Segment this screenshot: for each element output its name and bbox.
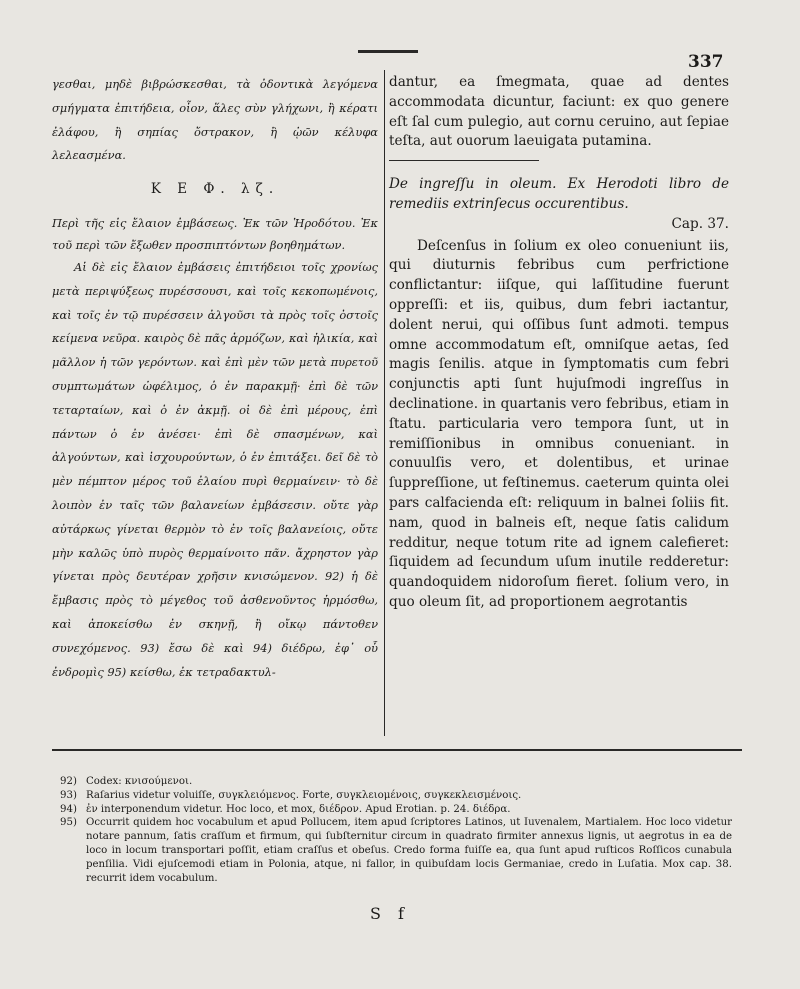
latin-chapter-label: Cap. 37.: [671, 215, 729, 232]
footnote-text: Codex: κνισούμενοι.: [86, 776, 193, 787]
footnote: [60, 789, 732, 803]
section-rule: [389, 160, 539, 161]
footnote-text: ἐν interponendum videtur. Hoc loco, et mox, διέδρον. Apud Erotian. p. 24. διέδρα.: [86, 803, 511, 815]
greek-body-text: Αἱ δὲ εἰς ἔλαιον ἐμβάσεις ἐπιτήδειοι τοῖς χρονίως μετὰ περιψύξεως πυρέσσουσι, καὶ τοῖς κεκοπωμένοις, καὶ τοῖς ἐν τῷ πυρέσσειν ἀλγοῦσι τὰ πρὸς τοῖς ὀστοῖς κείμενα νεῦρα. καιρὸς δὲ πᾶς ἁρμόζων, καὶ ἡλικία, καὶ μᾶλλον ἡ τῶν γερόντων. καὶ ἐπὶ μὲν τῶν μετὰ πυρετοῦ συμπτωμάτων ὠφέλιμος, ὁ ἐν παρακμῇ· ἐπὶ δὲ τῶν τεταρταίων, καὶ ὁ ἐν ἀκμῇ. οἱ δὲ ἐπὶ μέρους, ἐπὶ πάντων ὁ ἐν ἀνέσει· ἐπὶ δὲ σπασμένων, καὶ ἀλγούντων, καὶ ἰσχουρούντων, ὁ ἐν ἐπιτάξει. δεῖ δὲ τὸ μὲν πέμπτον μέρος τοῦ ἐλαίου πυρὶ θερμαίνειν· τὸ δὲ λοιπὸν ἐν ταῖς τῶν βαλανείων ἐμβάσεσιν. οὔτε γὰρ αὐτάρκως γίνεται θερμὸν τὸ ἐν τοῖς βαλανείοις, οὔτε μὴν καλῶς ὑπὸ πυρὸς θερμαίνοιτο πᾶν. ἄχρηστον γὰρ γίνεται πρὸς δευτέραν χρῆσιν κνισώμενον. 92) ἡ δὲ ἔμβασις πρὸς τὸ μέγεθος τοῦ ἀσθενοῦντος ἡρμόσθω, καὶ ἀποκείσθω ἐν σκηνῇ, ἢ οἴκῳ πάντοθεν συνεχόμενος. 93) ἔσω δὲ καὶ 94) διέδρω, ἐφ᾿ οὗ ἐνδρομὶς 95) κείσθω, ἐκ τετραδακτυλ-: [52, 259, 378, 679]
footnote-text: Raſarius videtur voluiſſe, συγκλειόμενος. Forte, συγκλειομένοις, συγκεκλεισμένοις.: [86, 789, 522, 801]
signature-mark: S f: [370, 904, 410, 923]
footnote: [60, 816, 732, 885]
latin-section-title: De ingreſſu in oleum. Ex Herodoti libro de remediis extrinſecus occurentibus.: [389, 176, 729, 212]
greek-continuation: γεσθαι, μηδὲ βιβρώσκεσθαι, τὰ ὀδοντικὰ λεγόμενα σμήγματα ἐπιτήδεια, οἷον, ἅλες σὺν γλήχωνι, ἢ κέρατι ἐλάφου, ἢ σηπίας ὄστρακον, ἢ ᾠῶν κέλυφα λελεασμένα.: [52, 77, 378, 163]
latin-column: [389, 73, 729, 613]
column-divider: [384, 70, 385, 736]
footnote-text: Occurrit quidem hoc vocabulum et apud Pollucem, item apud ſcriptores Latinos, ut Iuvenalem, Martialem. Hoc loco videtur notare pannum, ſatis craſſum et firmum, qui ſubſternitur circum in quadrato firmiter annexus lignis, ut aegrotus in ea de loco in locum transportari poſſit, etiam craſſus et obeſus. Credo forma fuiſſe ea, qua ſunt apud ruſticos Roſſicos cunabula penſilia. Vidi ejuſcemodi etiam in Polonia, atque, ni fallor, in quibuſdam locis Germaniae, credo in Luſatia. Mox cap. 38. recurrit idem vocabulum.: [86, 817, 732, 884]
footnote-mark: 94): [60, 803, 77, 815]
footnote-rule: [52, 749, 742, 751]
header-rule: [358, 50, 418, 53]
footnote-mark: 95): [60, 817, 77, 829]
latin-continuation: dantur, ea ſmegmata, quae ad dentes accommodata dicuntur, faciunt: ex quo genere eſt ſal cum pulegio, aut cornu ceruino, aut ſepiae teſta, aut ouorum laeuigata putamina.: [389, 74, 729, 150]
latin-body-text: Deſcenſus in ſolium ex oleo conueniunt iis, qui diuturnis febribus cum perfrictione conflictantur: iiſque, qui laſſitudine fuerunt oppreſſi: et iis, quibus, dum febri iactantur, dolent nerui, qui oſſibus ſunt admoti. tempus omne accommodatum eſt, omniſque aetas, ſed magis ſenilis. atque in ſymptomatis cum febri conjunctis apti ſunt hujuſmodi ingreſſus in declinatione. in quartanis vero febribus, etiam in ſtatu. particularia vero tempora ſunt, ut in remiſſionibus in omnibus conueniant. in conuulſis vero, et dolentibus, et urinae ſuppreſſione, ut feſtinemus. caeterum quinta olei pars calfacienda eſt: reliquum in balnei ſoliis fit. nam, quod in balneis eſt, neque ſatis calidum redditur, neque totum rite ad ignem calefieret: ſiquidem ad ſecundum uſum inutile redderetur: quandoquidem nidoroſum fieret. ſolium vero, in quo oleum ſit, ad proportionem aegrotantis: [389, 237, 729, 610]
footnote: [60, 803, 732, 817]
greek-column: [52, 73, 378, 684]
greek-chapter-title: Περὶ τῆς εἰς ἔλαιον ἐμβάσεως. Ἐκ τῶν Ἡροδότου. Ἐκ τοῦ περὶ τῶν ἔξωθεν προσπιπτόντων βοηθημάτων.: [52, 215, 378, 252]
page-number: 337: [688, 52, 724, 72]
footnotes: [60, 775, 732, 885]
greek-chapter-heading: Κ Ε Φ. λζ.: [150, 181, 280, 198]
footnote-mark: 93): [60, 789, 77, 801]
footnote: [60, 775, 732, 789]
footnote-mark: 92): [60, 776, 77, 787]
